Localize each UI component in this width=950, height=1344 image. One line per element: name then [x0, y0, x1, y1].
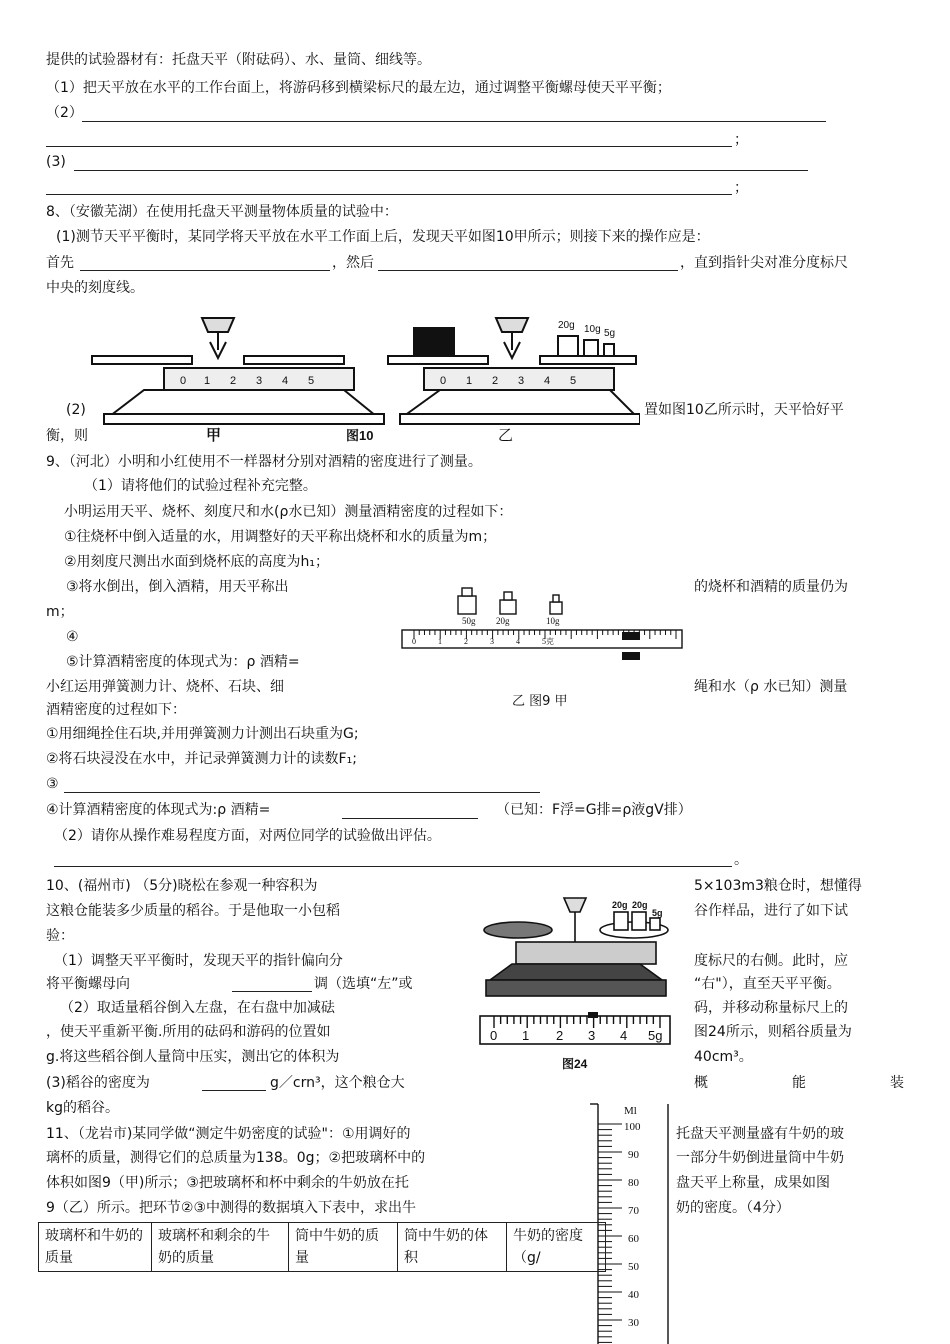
- text-line: ③: [46, 776, 59, 792]
- text-line: g.将这些稻谷倒人量筒中压实，测出它的体积为: [46, 1049, 340, 1065]
- text-line: ①往烧杯中倒入适量的水，用调整好的天平称出烧杯和水的质量为m；: [64, 529, 497, 545]
- table-cell: 筒中牛奶的体积: [398, 1223, 507, 1272]
- table-cell: 玻璃杯和剩余的牛奶的质量: [152, 1223, 289, 1272]
- weight-label: 50g: [462, 616, 476, 626]
- text-line: 调（选填“左”或: [314, 976, 413, 992]
- text-line: (2): [66, 402, 86, 418]
- weight-label: 20g: [496, 616, 510, 626]
- question-8-title: 8、（安徽芜湖）在使用托盘天平测量物体质量的试验中：: [46, 204, 398, 220]
- text-line: ，使天平重新平衡.所用的砝码和游码的位置如: [46, 1024, 331, 1040]
- text-line: ，然后: [332, 255, 374, 271]
- figure-caption: 乙 图9 甲: [512, 694, 568, 709]
- text-line: (1)测节天平平衡时，某同学将天平放在水平工作面上后，发现天平如图10甲所示；则接下来的操作应是：: [56, 229, 710, 245]
- text-line: 码，并移动称量标尺上的: [694, 1000, 848, 1016]
- text-line: 璃杯的质量，测得它们的总质量为138。0g；②把玻璃杯中的: [46, 1150, 426, 1166]
- text-line: 将平衡螺母向: [46, 976, 130, 992]
- figure-24-balance: [476, 890, 676, 1076]
- svg-text:4: 4: [516, 637, 520, 646]
- cylinder-unit: Ml: [624, 1105, 637, 1117]
- svg-text:80: 80: [628, 1177, 639, 1189]
- answer-blank[interactable]: [80, 270, 330, 271]
- svg-text:3: 3: [256, 375, 263, 387]
- text-line: 度标尺的右侧。此时，应: [694, 953, 848, 969]
- answer-blank[interactable]: [82, 121, 826, 122]
- text-line: 绳和水（ρ 水已知）测量: [694, 679, 848, 695]
- text-line: ②用刻度尺测出水面到烧杯底的高度为h₁；: [64, 554, 330, 570]
- svg-text:0: 0: [180, 375, 187, 387]
- svg-text:5g: 5g: [648, 1028, 663, 1043]
- weight-label: 20g: [632, 900, 648, 910]
- text-line: 托盘天平测量盛有牛奶的玻: [676, 1126, 844, 1142]
- text-line: ，直到指针尖对准分度标尺: [680, 255, 848, 271]
- text-line: “右"），直至天平平衡。: [694, 976, 841, 992]
- answer-blank[interactable]: [342, 818, 478, 819]
- weight-label: 20g: [612, 900, 628, 910]
- figure-label: 乙: [498, 427, 514, 444]
- svg-text:4: 4: [620, 1028, 628, 1043]
- text-line: 首先: [46, 255, 74, 271]
- text-line: 图24所示，则稻谷质量为: [694, 1024, 852, 1040]
- weight-label: 10g: [584, 324, 601, 335]
- text-line: ⑤计算酒精密度的体现式为：ρ 酒精=: [66, 654, 300, 670]
- text-line: （2）请你从操作难易程度方面，对两位同学的试验做出评估。: [54, 828, 441, 844]
- table-cell: 牛奶的密度（g/: [507, 1223, 606, 1272]
- text-line: ；: [734, 132, 748, 148]
- text-line: （2）: [46, 105, 83, 121]
- figure-caption: 图10: [346, 428, 374, 443]
- text-line: 酒精密度的过程如下：: [46, 702, 186, 718]
- svg-text:2: 2: [230, 375, 237, 387]
- text-line: 能: [792, 1075, 806, 1091]
- text-line: 一部分牛奶倒进量筒中牛奶: [676, 1150, 844, 1166]
- svg-text:3: 3: [518, 375, 525, 387]
- svg-text:0: 0: [490, 1028, 498, 1043]
- figure-caption: 图24: [562, 1057, 588, 1071]
- text-line: 9（乙）所示。把环节②③中测得的数据填入下表中，求出牛: [46, 1200, 417, 1216]
- text-line: 小明运用天平、烧杯、刻度尺和水(ρ水已知）测量酒精密度的过程如下：: [64, 504, 513, 520]
- text-line: 概: [694, 1075, 708, 1091]
- text-line: ②将石块浸没在水中，并记录弹簧测力计的读数F₁;: [46, 751, 357, 767]
- answer-blank[interactable]: [54, 866, 732, 867]
- svg-text:4: 4: [282, 375, 289, 387]
- svg-text:60: 60: [628, 1233, 639, 1245]
- text-line: ④: [66, 629, 79, 645]
- answer-blank[interactable]: [46, 194, 732, 195]
- text-line: 装: [890, 1075, 904, 1091]
- text-line: （已知：F浮=G排=ρ液gV排）: [496, 802, 692, 818]
- text-line: ③将水倒出，倒入酒精，用天平称出: [66, 579, 289, 595]
- text-line: （1）请将他们的试验过程补充完整。: [84, 478, 317, 494]
- svg-text:2: 2: [492, 375, 499, 387]
- text-line: 奶的密度。（4分）: [676, 1200, 790, 1216]
- text-line: 中央的刻度线。: [46, 280, 144, 296]
- text-line: (3): [46, 154, 66, 170]
- table-row: [39, 1223, 606, 1272]
- text-line: 的烧杯和酒精的质量仍为: [694, 579, 848, 595]
- question-11-title: 11、（龙岩市)某同学做“测定牛奶密度的试验"：①用调好的: [46, 1126, 411, 1142]
- text-line: g／crn³，这个粮仓大: [270, 1075, 405, 1091]
- svg-text:100: 100: [624, 1121, 641, 1133]
- text-line: 。: [734, 852, 748, 868]
- svg-text:2: 2: [464, 637, 468, 646]
- svg-text:5: 5: [308, 375, 315, 387]
- text-line: ④计算酒精密度的体现式为:ρ 酒精=: [46, 802, 271, 818]
- svg-text:70: 70: [628, 1205, 639, 1217]
- answer-blank[interactable]: [378, 270, 678, 271]
- weight-label: 5g: [604, 328, 616, 339]
- data-table: [38, 1222, 606, 1272]
- svg-text:3: 3: [588, 1028, 596, 1043]
- text-line: （1）调整天平平衡时，发现天平的指针偏向分: [54, 953, 343, 969]
- svg-text:90: 90: [628, 1149, 639, 1161]
- figure-10-balance: [84, 306, 640, 446]
- text-line: ①用细绳拴住石块,并用弹簧测力计测出石块重为G;: [46, 726, 359, 742]
- figure-label: 甲: [206, 427, 222, 444]
- text-line: （1）把天平放在水平的工作台面上，将游码移到横梁标尺的最左边，通过调整平衡螺母使天平平衡；: [46, 80, 671, 96]
- answer-blank[interactable]: [202, 1090, 266, 1091]
- svg-text:5克: 5克: [542, 637, 554, 646]
- svg-text:0: 0: [412, 637, 416, 646]
- text-line: ；: [734, 180, 748, 196]
- svg-text:1: 1: [522, 1028, 530, 1043]
- svg-text:1: 1: [204, 375, 211, 387]
- svg-text:40: 40: [628, 1289, 639, 1301]
- text-line: 盘天平上称量，成果如图: [676, 1175, 830, 1191]
- svg-text:5: 5: [570, 375, 577, 387]
- answer-blank[interactable]: [64, 792, 540, 793]
- svg-text:30: 30: [628, 1317, 639, 1329]
- table-cell: 玻璃杯和牛奶的质量: [39, 1223, 152, 1272]
- weight-label: 10g: [546, 616, 560, 626]
- answer-blank[interactable]: [46, 146, 732, 147]
- text-line: m；: [46, 604, 74, 620]
- svg-text:2: 2: [556, 1028, 564, 1043]
- text-line: 体积如图9（甲)所示；③把玻璃杯和杯中剩余的牛奶放在托: [46, 1175, 409, 1191]
- weight-label: 20g: [558, 320, 575, 331]
- svg-text:0: 0: [440, 375, 447, 387]
- text-line: （2）取适量稻谷倒入左盘，在右盘中加减砝: [60, 1000, 335, 1016]
- text-line: 衡，则: [46, 428, 88, 444]
- answer-blank[interactable]: [74, 170, 808, 171]
- text-line: 验：: [46, 928, 74, 944]
- text-line: 置如图10乙所示时，天平恰好平: [644, 402, 844, 418]
- question-10-title: 10、(福州市) （5分)晓松在参观一种容积为: [46, 878, 318, 894]
- text-line: 提供的试验器材有：托盘天平（附砝码）、水、量筒、细线等。: [46, 52, 431, 68]
- answer-blank[interactable]: [232, 991, 312, 992]
- text-line: (3)稻谷的密度为: [46, 1075, 150, 1091]
- weight-label: 5g: [652, 908, 663, 918]
- text-line: 40cm³。: [694, 1049, 753, 1065]
- svg-text:1: 1: [438, 637, 442, 646]
- svg-text:4: 4: [544, 375, 551, 387]
- svg-text:50: 50: [628, 1261, 639, 1273]
- text-line: 这粮仓能装多少质量的稻谷。于是他取一小包稻: [46, 903, 340, 919]
- text-line: 小红运用弹簧测力计、烧杯、石块、细: [46, 679, 284, 695]
- svg-text:1: 1: [466, 375, 473, 387]
- question-9-title: 9、（河北）小明和小红使用不一样器材分别对酒精的密度进行了测量。: [46, 454, 482, 470]
- text-line: 5×103m3粮仓时，想懂得: [694, 878, 862, 894]
- svg-text:3: 3: [490, 637, 494, 646]
- text-line: 谷作样品，进行了如下试: [694, 903, 848, 919]
- text-line: kg的稻谷。: [46, 1100, 119, 1116]
- table-cell: 筒中牛奶的质量: [289, 1223, 398, 1272]
- figure-9-weights-scale: [396, 580, 688, 684]
